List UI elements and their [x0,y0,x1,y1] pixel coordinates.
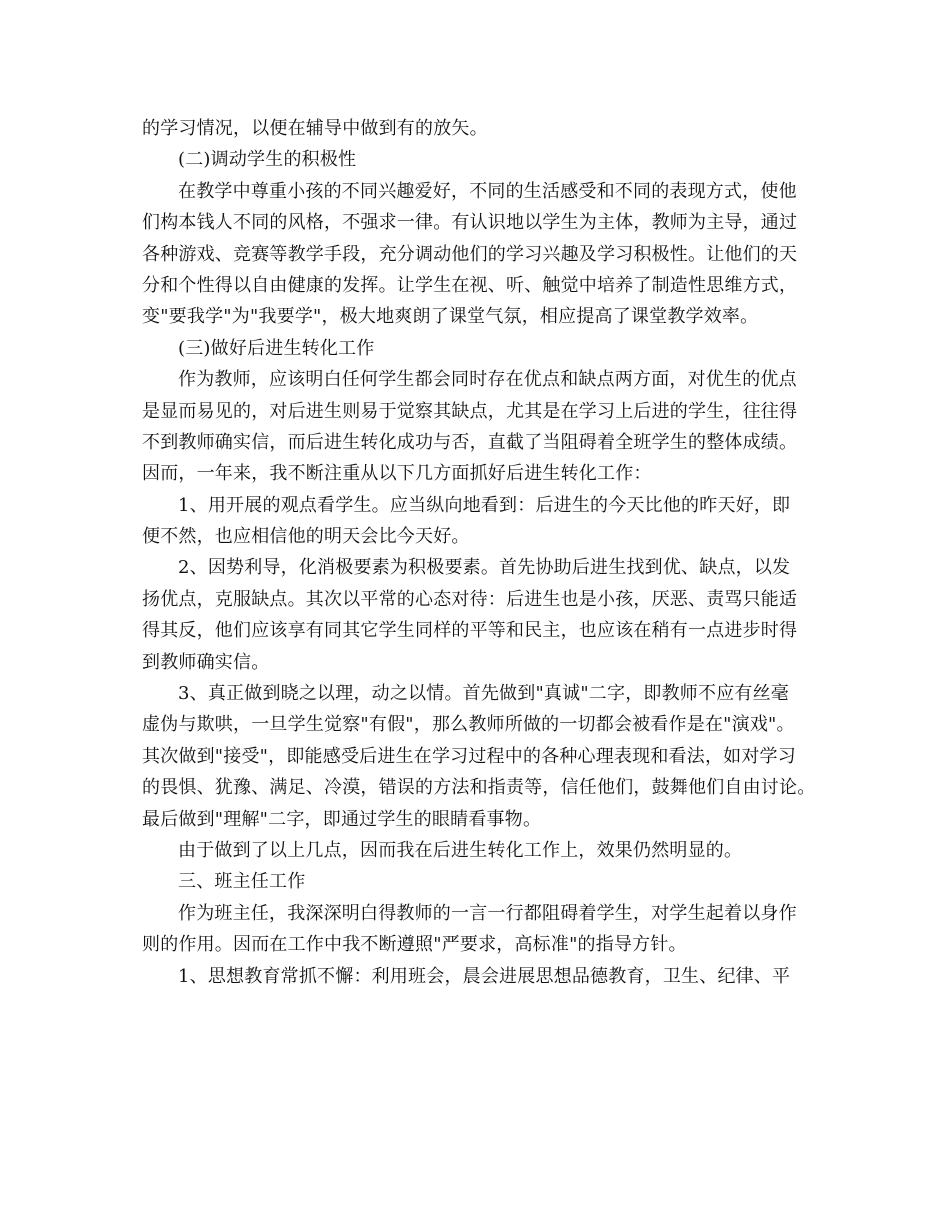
text-line-1: 的学习情况，以便在辅导中做到有的放矢。 [142,118,488,139]
text-line-22: 的畏惧、犹豫、满足、冷漠，错误的方法和指责等，信任他们，鼓舞他们自由讨论。 [142,777,816,799]
text-line-5: 各种游戏、竞赛等教学手段，充分调动他们的学习兴趣及学习积极性。让他们的天 [142,243,798,265]
text-line-6: 分和个性得以自由健康的发挥。让学生在视、听、触觉中培养了制造性思维方式， [142,274,798,296]
text-line-12: 因而，一年来，我不断注重从以下几方面抓好后进生转化工作： [142,463,652,485]
text-line-27: 则的作用。因而在工作中我不断遵照"严要求，高标准"的指导方针。 [142,934,687,956]
section-heading-3: (三)做好后进生转化工作 [178,337,375,359]
list-item-3: 3、真正做到晓之以理，动之以情。首先做到"真诚"二字，即教师不应有丝毫 [178,683,790,705]
text-line-24: 由于做到了以上几点，因而我在后进生转化工作上，效果仍然明显的。 [178,839,743,861]
text-line-17: 得其反，他们应该享有同其它学生同样的平等和民主，也应该在稍有一点进步时得 [142,620,798,642]
text-line-7: 变"要我学"为"我要学"，极大地爽朗了课堂气氛，相应提高了课堂教学效率。 [142,306,759,328]
text-line-14: 便不然，也应相信他的明天会比今天好。 [142,526,470,548]
text-line-20: 虚伪与欺哄，一旦学生觉察"有假"，那么教师所做的一切都会被看作是在"演戏"。 [142,714,795,736]
list-item-1: 1、用开展的观点看学生。应当纵向地看到：后进生的今天比他的昨天好，即 [178,494,791,516]
text-line-23: 最后做到"理解"二字，即通过学生的眼睛看事物。 [142,808,542,830]
document-body [142,113,822,992]
text-line-16: 扬优点，克服缺点。其次以平常的心态对待：后进生也是小孩，厌恶、责骂只能适 [142,588,798,610]
text-line-21: 其次做到"接受"，即能感受后进生在学习过程中的各种心理表现和看法，如对学习 [142,745,796,767]
text-line-26: 作为班主任，我深深明白得教师的一言一行都阻碍着学生，对学生起着以身作 [178,902,797,924]
text-line-9: 作为教师，应该明白任何学生都会同时存在优点和缺点两方面，对优生的优点 [178,369,797,391]
text-line-4: 们构本钱人不同的风格，不强求一律。有认识地以学生为主体，教师为主导，通过 [142,212,798,234]
text-line-18: 到教师确实信。 [142,651,270,673]
text-line-3: 在教学中尊重小孩的不同兴趣爱好，不同的生活感受和不同的表现方式，使他 [178,180,797,202]
text-line-10: 是显而易见的，对后进生则易于觉察其缺点，尤其是在学习上后进的学生，往往得 [142,400,798,422]
list-item-class-1: 1、思想教育常抓不懈：利用班会，晨会进展思想品德教育，卫生、纪律、平 [178,965,791,987]
list-item-2: 2、因势利导，化消极要素为积极要素。首先协助后进生找到优、缺点，以发 [178,557,791,579]
section-heading-2: (二)调动学生的积极性 [178,149,357,171]
section-heading-class-teacher: 三、班主任工作 [178,871,306,893]
text-line-11: 不到教师确实信，而后进生转化成功与否，直截了当阻碍着全班学生的整体成绩。 [142,431,798,453]
